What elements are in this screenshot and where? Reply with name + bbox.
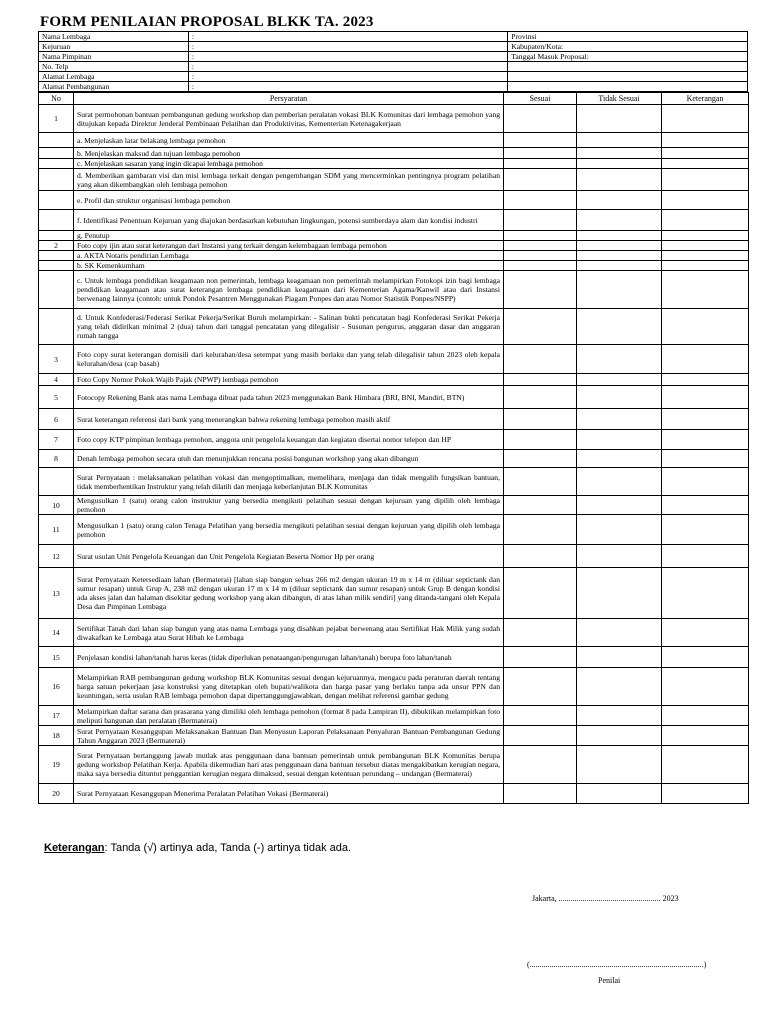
tidak-sesuai-cell[interactable] [577, 468, 662, 496]
row-number: 15 [39, 647, 74, 668]
row-requirement: Surat keterangan referensi dari bank yang menerangkan bahwa rekening lembaga pemohon masih aktif [74, 409, 504, 430]
table-row [39, 545, 749, 568]
tidak-sesuai-cell[interactable] [577, 169, 662, 191]
row-number [39, 210, 74, 231]
form-title: FORM PENILAIAN PROPOSAL BLKK TA. 2023 [40, 14, 374, 30]
keterangan-cell[interactable] [662, 261, 749, 271]
row-requirement: Surat Pernyataan bertanggung jawab mutlak atas penggunaan dana bantuan pemerintah untuk pembangunan BLK Komunitas berupa gedung workshop Pelatihan Kerja. Apabila dikemudian hari atas penggunaan dana bantuan tersebut diatas mengakibatkan kerugian negara, maka saya bersedia dituntut penggantian kerugian negara dimaksud, sesuai dengan ketentuan perundang – undangan (Bermaterai) [74, 746, 504, 784]
table-row [39, 468, 749, 496]
sesuai-cell[interactable] [504, 568, 577, 619]
keterangan-cell[interactable] [662, 450, 749, 468]
signature-role: Penilai [598, 976, 621, 985]
tidak-sesuai-cell[interactable] [577, 148, 662, 159]
legend-note [44, 842, 351, 854]
sesuai-cell[interactable] [504, 468, 577, 496]
keterangan-cell[interactable] [662, 430, 749, 450]
table-row [39, 241, 749, 251]
legend-colon: : [104, 842, 108, 854]
legend-text: Tanda (√) artinya ada, Tanda (-) artinya tidak ada. [107, 842, 352, 854]
tidak-sesuai-cell[interactable] [577, 374, 662, 386]
keterangan-cell[interactable] [662, 668, 749, 706]
keterangan-cell[interactable] [662, 231, 749, 241]
legend-label: Keterangan [44, 842, 105, 854]
row-number: 12 [39, 545, 74, 568]
row-number [39, 251, 74, 261]
row-number: 16 [39, 668, 74, 706]
info-value-field[interactable]: : [188, 32, 507, 42]
table-row [39, 261, 749, 271]
keterangan-cell[interactable] [662, 784, 749, 804]
info-row [39, 32, 748, 42]
info-row [39, 72, 748, 82]
sesuai-cell[interactable] [504, 261, 577, 271]
tidak-sesuai-cell[interactable] [577, 231, 662, 241]
row-number: 19 [39, 746, 74, 784]
info-right-label[interactable]: Kabupaten/Kota: [508, 42, 748, 52]
table-row [39, 374, 749, 386]
row-requirement: Foto Copy Nomor Pokok Wajib Pajak (NPWP) lembaga pemohon [74, 374, 504, 386]
row-number: 3 [39, 345, 74, 374]
keterangan-cell[interactable] [662, 515, 749, 545]
row-requirement: g. Penutup [74, 231, 504, 241]
keterangan-cell[interactable] [662, 386, 749, 409]
table-row [39, 159, 749, 169]
keterangan-cell[interactable] [662, 309, 749, 345]
tidak-sesuai-cell[interactable] [577, 345, 662, 374]
row-requirement: Melampirkan RAB pembangunan gedung workshop BLK Komunitas sesuai dengan kejuruannya, mengacu pada peraturan daerah tentang harga satuan pekerjaan jasa konstruksi yang ditetapkan oleh bupati/walikota dan harga pasar yang berlaku tanpa ada unsur PPN dan keuntungan, serta usulan RAB lembaga pemohon dapat dipertanggungjawabkan, dengan melihat referensi gambar gedung [74, 668, 504, 706]
row-requirement: d. Memberikan gambaran visi dan misi lembaga terkait dengan pengembangan SDM yang mencerminkan pentingnya program pelatihan yang akan dikembangkan oleh lembaga pemohon [74, 169, 504, 191]
keterangan-cell[interactable] [662, 647, 749, 668]
signature-line: (.......................................................................................) [527, 960, 707, 969]
table-row [39, 706, 749, 726]
row-requirement: Surat permohonan bantuan pembangunan gedung workshop dan pemberian peralatan vokasi BLK Komunitas dari lembaga pemohon yang ditujukan kepada Direktur Jenderal Pembinaan Pelatihan dan Produktivitas, Kementerian Ketenagakerjaan [74, 105, 504, 133]
tidak-sesuai-cell[interactable] [577, 386, 662, 409]
table-row [39, 105, 749, 133]
sesuai-cell[interactable] [504, 409, 577, 430]
tidak-sesuai-cell[interactable] [577, 191, 662, 210]
keterangan-cell[interactable] [662, 148, 749, 159]
info-right-label[interactable]: Provinsi [508, 32, 748, 42]
sesuai-cell[interactable] [504, 148, 577, 159]
keterangan-cell[interactable] [662, 409, 749, 430]
row-requirement: Foto copy surat keterangan domisili dari kelurahan/desa setempat yang masih berlaku dan yang telah dilegalisir tahun 2023 oleh kepala kelurahan/desa (cap basah) [74, 345, 504, 374]
table-row [39, 409, 749, 430]
info-right-empty [508, 82, 748, 92]
row-requirement: Sertifikat Tanah dari lahan siap bangun yang atas nama Lembaga yang disahkan pejabat berwenang atau Sertifikat Hak Milik yang sudah diwakafkan ke Lembaga atau Surat Hibah ke Lembaga [74, 619, 504, 647]
keterangan-cell[interactable] [662, 374, 749, 386]
tidak-sesuai-cell[interactable] [577, 409, 662, 430]
row-number: 6 [39, 409, 74, 430]
keterangan-cell[interactable] [662, 241, 749, 251]
tidak-sesuai-cell[interactable] [577, 210, 662, 231]
keterangan-cell[interactable] [662, 210, 749, 231]
row-requirement: b. SK Kemenkumham [74, 261, 504, 271]
sesuai-cell[interactable] [504, 619, 577, 647]
keterangan-cell[interactable] [662, 159, 749, 169]
tidak-sesuai-cell[interactable] [577, 105, 662, 133]
tidak-sesuai-cell[interactable] [577, 159, 662, 169]
keterangan-cell[interactable] [662, 345, 749, 374]
sesuai-cell[interactable] [504, 210, 577, 231]
row-requirement: d. Untuk Konfederasi/Federasi Serikat Pekerja/Serikat Buruh melampirkan: - Salinan bukti pencatatan bagi Konfederasi Serikat Pekerja yang telah didirikan minimal 2 (dua) tahun dari tanggal pencatatan yang dilegalisir - Susunan pengurus, anggaran dasar dan anggaran rumah tangga [74, 309, 504, 345]
table-row [39, 647, 749, 668]
row-requirement: Surat Pernyataan : melaksanakan pelatihan vokasi dan mengoptimalkan, memelihara, menjaga dan tidak mengalih fungsikan bantuan, tidak memberhentikan Instruktur yang telah dilatih dan menjaga keberlanjutan BLK Komunitas [74, 468, 504, 496]
info-label: No. Telp [39, 62, 189, 72]
sesuai-cell[interactable] [504, 545, 577, 568]
info-value-field[interactable]: : [188, 62, 507, 72]
row-requirement: e. Profil dan struktur organisasi lembaga pemohon [74, 191, 504, 210]
keterangan-cell[interactable] [662, 706, 749, 726]
table-row [39, 210, 749, 231]
row-number: 20 [39, 784, 74, 804]
keterangan-cell[interactable] [662, 191, 749, 210]
tidak-sesuai-cell[interactable] [577, 746, 662, 784]
sesuai-cell[interactable] [504, 647, 577, 668]
row-requirement: Foto copy KTP pimpinan lembaga pemohon, anggota unit pengelola keuangan dan kegiatan disertai nomor telepon dan HP [74, 430, 504, 450]
keterangan-cell[interactable] [662, 271, 749, 309]
tidak-sesuai-cell[interactable] [577, 261, 662, 271]
info-row [39, 52, 748, 62]
sesuai-cell[interactable] [504, 241, 577, 251]
row-requirement: Surat Pernyataan Kesanggupan Melaksanakan Bantuan Dan Menyusun Laporan Pelaksanaan Penyaluran Bantuan Pembangunan Gedung Tahun Anggaran 2023 (Bermaterai) [74, 726, 504, 746]
table-row [39, 345, 749, 374]
row-requirement: Surat Pernyataan Kesanggupan Menerima Peralatan Pelatihan Vokasi (Bermaterai) [74, 784, 504, 804]
row-number: 2 [39, 241, 74, 251]
row-number: 1 [39, 105, 74, 133]
row-requirement: Fotocopy Rekening Bank atas nama Lembaga dibuat pada tahun 2023 menggunakan Bank Himbara (BRI, BNI, Mandiri, BTN) [74, 386, 504, 409]
tidak-sesuai-cell[interactable] [577, 271, 662, 309]
row-number: 10 [39, 496, 74, 515]
info-value-field[interactable]: : [188, 72, 507, 82]
tidak-sesuai-cell[interactable] [577, 784, 662, 804]
row-requirement: Mengusulkan 1 (satu) orang calon instruktur yang bersedia mengikuti pelatihan sesuai dengan kejuruan yang dipilih oleh lembaga pemohon [74, 496, 504, 515]
keterangan-cell[interactable] [662, 468, 749, 496]
sesuai-cell[interactable] [504, 191, 577, 210]
sesuai-cell[interactable] [504, 706, 577, 726]
sesuai-cell[interactable] [504, 169, 577, 191]
row-requirement: Surat Pernyataan Ketersediaan lahan (Bermaterai) [lahan siap bangun seluas 266 m2 dengan ukuran 19 m x 14 m (diluar septictank dan sumur resapan) untuk Grup A, 238 m2 dengan ukuran 17 m x 14 m (diluar septictank dan sumur resapan) untuk Grup B dengan kondisi ada akses jalan dan halaman disekitar gedung workshop yang akan dibangun, di atas lahan milik sendiri] yang ditanda-tangani oleh Kepala Desa dan Pimpinan Lembaga [74, 568, 504, 619]
info-label: Alamat Lembaga [39, 72, 189, 82]
row-number [39, 468, 74, 496]
row-requirement: f. Identifikasi Penentuan Kejuruan yang diajukan berdasarkan kebutuhan lingkungan, potensi sumberdaya alam dan kondisi industri [74, 210, 504, 231]
row-requirement: c. Untuk lembaga pendidikan keagamaan non pemerintah, lembaga keagamaan non pemerintah melampirkan Fotokopi izin bagi lembaga pendidikan keagamaan atau surat keterangan lembaga pendidikan keagamaan dari Kementerian Agama/Kanwil atau dari Instansi berwenang lainnya (contoh: untuk Pondok Pesantren Menggunakan Piagam Ponpes dan atau Nomor Statistik Ponpes/NSPP) [74, 271, 504, 309]
table-row [39, 496, 749, 515]
sesuai-cell[interactable] [504, 271, 577, 309]
row-number: 18 [39, 726, 74, 746]
info-table [38, 31, 748, 92]
row-number [39, 231, 74, 241]
table-row [39, 668, 749, 706]
table-row [39, 386, 749, 409]
signature-place-date: Jakarta, ................................................... 2023 [532, 894, 679, 903]
sesuai-cell[interactable] [504, 496, 577, 515]
tidak-sesuai-cell[interactable] [577, 647, 662, 668]
header-no: No [39, 93, 74, 105]
sesuai-cell[interactable] [504, 159, 577, 169]
info-right-empty [508, 62, 748, 72]
info-right-empty [508, 72, 748, 82]
row-requirement: Mengusulkan 1 (satu) orang calon Tenaga Pelatihan yang bersedia mengikuti pelatihan sesuai dengan kejuruan yang dipilih oleh lembaga pemohon [74, 515, 504, 545]
tidak-sesuai-cell[interactable] [577, 726, 662, 746]
row-requirement: Melampirkan daftar sarana dan prasarana yang dimiliki oleh lembaga pemohon (format 8 pada Lampiran II), dibuktikan melampirkan foto meliputi bangunan dan peralatan (Bermaterai) [74, 706, 504, 726]
sesuai-cell[interactable] [504, 309, 577, 345]
info-right-label[interactable]: Tanggal Masuk Proposal: [508, 52, 748, 62]
row-number [39, 191, 74, 210]
tidak-sesuai-cell[interactable] [577, 668, 662, 706]
table-row [39, 450, 749, 468]
info-row [39, 42, 748, 52]
tidak-sesuai-cell[interactable] [577, 251, 662, 261]
sesuai-cell[interactable] [504, 450, 577, 468]
table-row [39, 619, 749, 647]
tidak-sesuai-cell[interactable] [577, 450, 662, 468]
row-number: 17 [39, 706, 74, 726]
header-sesuai: Sesuai [504, 93, 577, 105]
table-row [39, 726, 749, 746]
row-number [39, 261, 74, 271]
tidak-sesuai-cell[interactable] [577, 309, 662, 345]
row-number: 11 [39, 515, 74, 545]
table-row [39, 133, 749, 148]
info-label: Nama Lembaga [39, 32, 189, 42]
row-number: 13 [39, 568, 74, 619]
row-requirement: c. Menjelaskan sasaran yang ingin dicapai lembaga pemohon [74, 159, 504, 169]
row-requirement: Surat usulan Unit Pengelola Keuangan dan Unit Pengelola Kegiatan Beserta Nomor Hp per orang [74, 545, 504, 568]
table-row [39, 430, 749, 450]
keterangan-cell[interactable] [662, 133, 749, 148]
row-requirement: Foto copy ijin atau surat keterangan dari Instansi yang terkait dengan kelembagaan lembaga pemohon [74, 241, 504, 251]
table-row [39, 271, 749, 309]
sesuai-cell[interactable] [504, 105, 577, 133]
header-persyaratan: Persyaratan [74, 93, 504, 105]
table-row [39, 231, 749, 241]
row-number [39, 169, 74, 191]
tidak-sesuai-cell[interactable] [577, 619, 662, 647]
info-row [39, 62, 748, 72]
table-row [39, 169, 749, 191]
table-row [39, 191, 749, 210]
sesuai-cell[interactable] [504, 345, 577, 374]
table-row [39, 515, 749, 545]
sesuai-cell[interactable] [504, 668, 577, 706]
info-label: Kejuruan [39, 42, 189, 52]
keterangan-cell[interactable] [662, 496, 749, 515]
row-number [39, 148, 74, 159]
sesuai-cell[interactable] [504, 133, 577, 148]
table-row [39, 251, 749, 261]
info-value-field[interactable]: : [188, 82, 507, 92]
keterangan-cell[interactable] [662, 726, 749, 746]
sesuai-cell[interactable] [504, 251, 577, 261]
tidak-sesuai-cell[interactable] [577, 133, 662, 148]
keterangan-cell[interactable] [662, 169, 749, 191]
info-value-field[interactable]: : [188, 52, 507, 62]
table-row [39, 784, 749, 804]
tidak-sesuai-cell[interactable] [577, 568, 662, 619]
requirements-table [38, 92, 749, 804]
row-requirement: Penjelasan kondisi lahan/tanah harus keras (tidak diperlukan penataangan/pengurugan lahan/tanah) berupa foto lahan/tanah [74, 647, 504, 668]
row-number [39, 271, 74, 309]
tidak-sesuai-cell[interactable] [577, 430, 662, 450]
table-row [39, 309, 749, 345]
sesuai-cell[interactable] [504, 515, 577, 545]
info-label: Alamat Pembangunan [39, 82, 189, 92]
sesuai-cell[interactable] [504, 746, 577, 784]
info-label: Nama Pimpinan [39, 52, 189, 62]
row-requirement: a. Menjelaskan latar belakang lembaga pemohon [74, 133, 504, 148]
row-number: 8 [39, 450, 74, 468]
keterangan-cell[interactable] [662, 545, 749, 568]
sesuai-cell[interactable] [504, 784, 577, 804]
row-number: 5 [39, 386, 74, 409]
row-number [39, 159, 74, 169]
table-row [39, 746, 749, 784]
info-row [39, 82, 748, 92]
row-requirement: Denah lembaga pemohon secara utuh dan menunjukkan rencana posisi bangunan workshop yang akan dibangun [74, 450, 504, 468]
row-number: 14 [39, 619, 74, 647]
row-number [39, 133, 74, 148]
tidak-sesuai-cell[interactable] [577, 706, 662, 726]
info-value-field[interactable]: : [188, 42, 507, 52]
keterangan-cell[interactable] [662, 568, 749, 619]
sesuai-cell[interactable] [504, 726, 577, 746]
tidak-sesuai-cell[interactable] [577, 241, 662, 251]
table-row [39, 148, 749, 159]
header-keterangan: Keterangan [662, 93, 749, 105]
table-row [39, 568, 749, 619]
sesuai-cell[interactable] [504, 231, 577, 241]
row-requirement: b. Menjelaskan maksud dan tujuan lembaga pemohon [74, 148, 504, 159]
row-requirement: a. AKTA Notaris pendirian Lembaga [74, 251, 504, 261]
tidak-sesuai-cell[interactable] [577, 545, 662, 568]
keterangan-cell[interactable] [662, 105, 749, 133]
keterangan-cell[interactable] [662, 746, 749, 784]
row-number: 7 [39, 430, 74, 450]
sesuai-cell[interactable] [504, 386, 577, 409]
tidak-sesuai-cell[interactable] [577, 515, 662, 545]
sesuai-cell[interactable] [504, 430, 577, 450]
keterangan-cell[interactable] [662, 251, 749, 261]
sesuai-cell[interactable] [504, 374, 577, 386]
row-number: 4 [39, 374, 74, 386]
tidak-sesuai-cell[interactable] [577, 496, 662, 515]
keterangan-cell[interactable] [662, 619, 749, 647]
header-tidak-sesuai: Tidak Sesuai [577, 93, 662, 105]
row-number [39, 309, 74, 345]
table-header-row [39, 93, 749, 105]
